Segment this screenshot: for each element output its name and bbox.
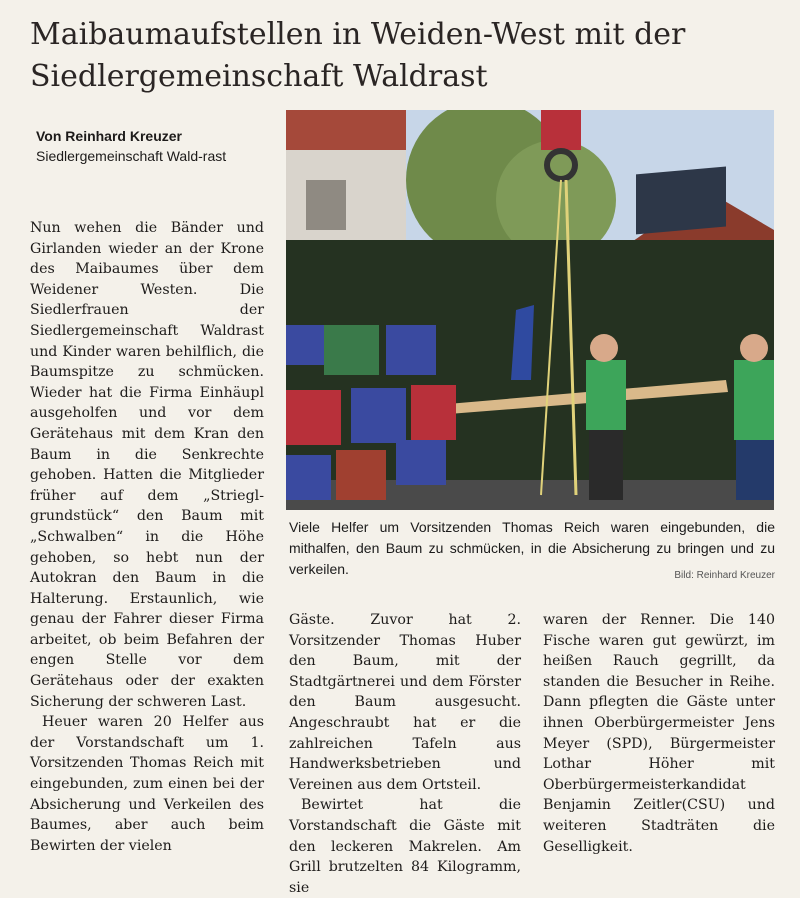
article-column-1 — [30, 218, 264, 856]
paragraph: Heuer waren 20 Helfer aus der Vorstandschaft um 1. Vorsitzenden Thomas Reich mit eingebunden, zum einen bei der Absicherung und Verkeilen des Baumes, aber auch beim Bewirten der vielen — [30, 714, 264, 854]
paragraph: waren der Renner. Die 140 Fische waren gut gewürzt, im heißen Rauch gegrillt, da standen die Besucher in Reihe. Dann pflegten die Gäste unter ihnen Oberbürgermeister Jens Meyer (SPD), Bürgermeister Lothar Höher mit Oberbürgermeisterkandidat Benjamin Zeitler(CSU) und weiteren Stadträten die Geselligkeit. — [543, 612, 775, 855]
article-column-3 — [543, 610, 775, 857]
article-column-2 — [289, 610, 521, 898]
author-name: Von Reinhard Kreuzer — [36, 128, 182, 144]
headline: Maibaumaufstellen in Weiden-West mit der Siedlergemeinschaft Waldrast — [30, 17, 686, 94]
paragraph: Bewirtet hat die Vorstandschaft die Gäste mit den leckeren Makrelen. Am Grill brutzelten 84 Kilogramm, sie — [289, 797, 521, 896]
paragraph: Gäste. Zuvor hat 2. Vorsitzender Thomas Huber den Baum, mit der Stadtgärtnerei und dem Förster den Baum ausgesucht. Angeschraubt hat er die zahlreichen Tafeln aus Handwerksbetrieben und Vereinen aus dem Ortsteil. — [289, 612, 521, 793]
paragraph: Nun wehen die Bänder und Girlanden wieder an der Krone des Maibaumes über dem Weidener Westen. Die Siedlerfrauen der Siedlergemeinschaft Waldrast und Kinder waren behilflich, die Baumspitze zu schmücken. Wieder hat die Firma Einhäupl ausgeholfen und vor dem Gerätehaus mit dem Kran den Baum in die Senkrechte gehoben. Hatten die Mitglieder früher auf dem „Striegl-grundstück“ den Baum mit „Schwalben“ in die Höhe gehoben, so hebt nun der Autokran den Baum in die Halterung. Erstaunlich, wie genau der Fahrer dieser Firma arbeitet, ob beim Befahren der engen Stelle vor dem Gerätehaus oder der exakten Sicherung der schweren Last. — [30, 220, 264, 710]
article-photo — [286, 110, 774, 510]
photo-credit: Bild: Reinhard Kreuzer — [674, 570, 775, 581]
photo-caption: Viele Helfer um Vorsitzenden Thomas Reich waren eingebunden, die mithalfen, den Baum zu schmücken, in die Absicherung zu bringen und zu verkeilen. — [289, 519, 775, 577]
byline — [36, 126, 266, 166]
author-organization: Siedlergemeinschaft Wald-rast — [36, 148, 227, 164]
